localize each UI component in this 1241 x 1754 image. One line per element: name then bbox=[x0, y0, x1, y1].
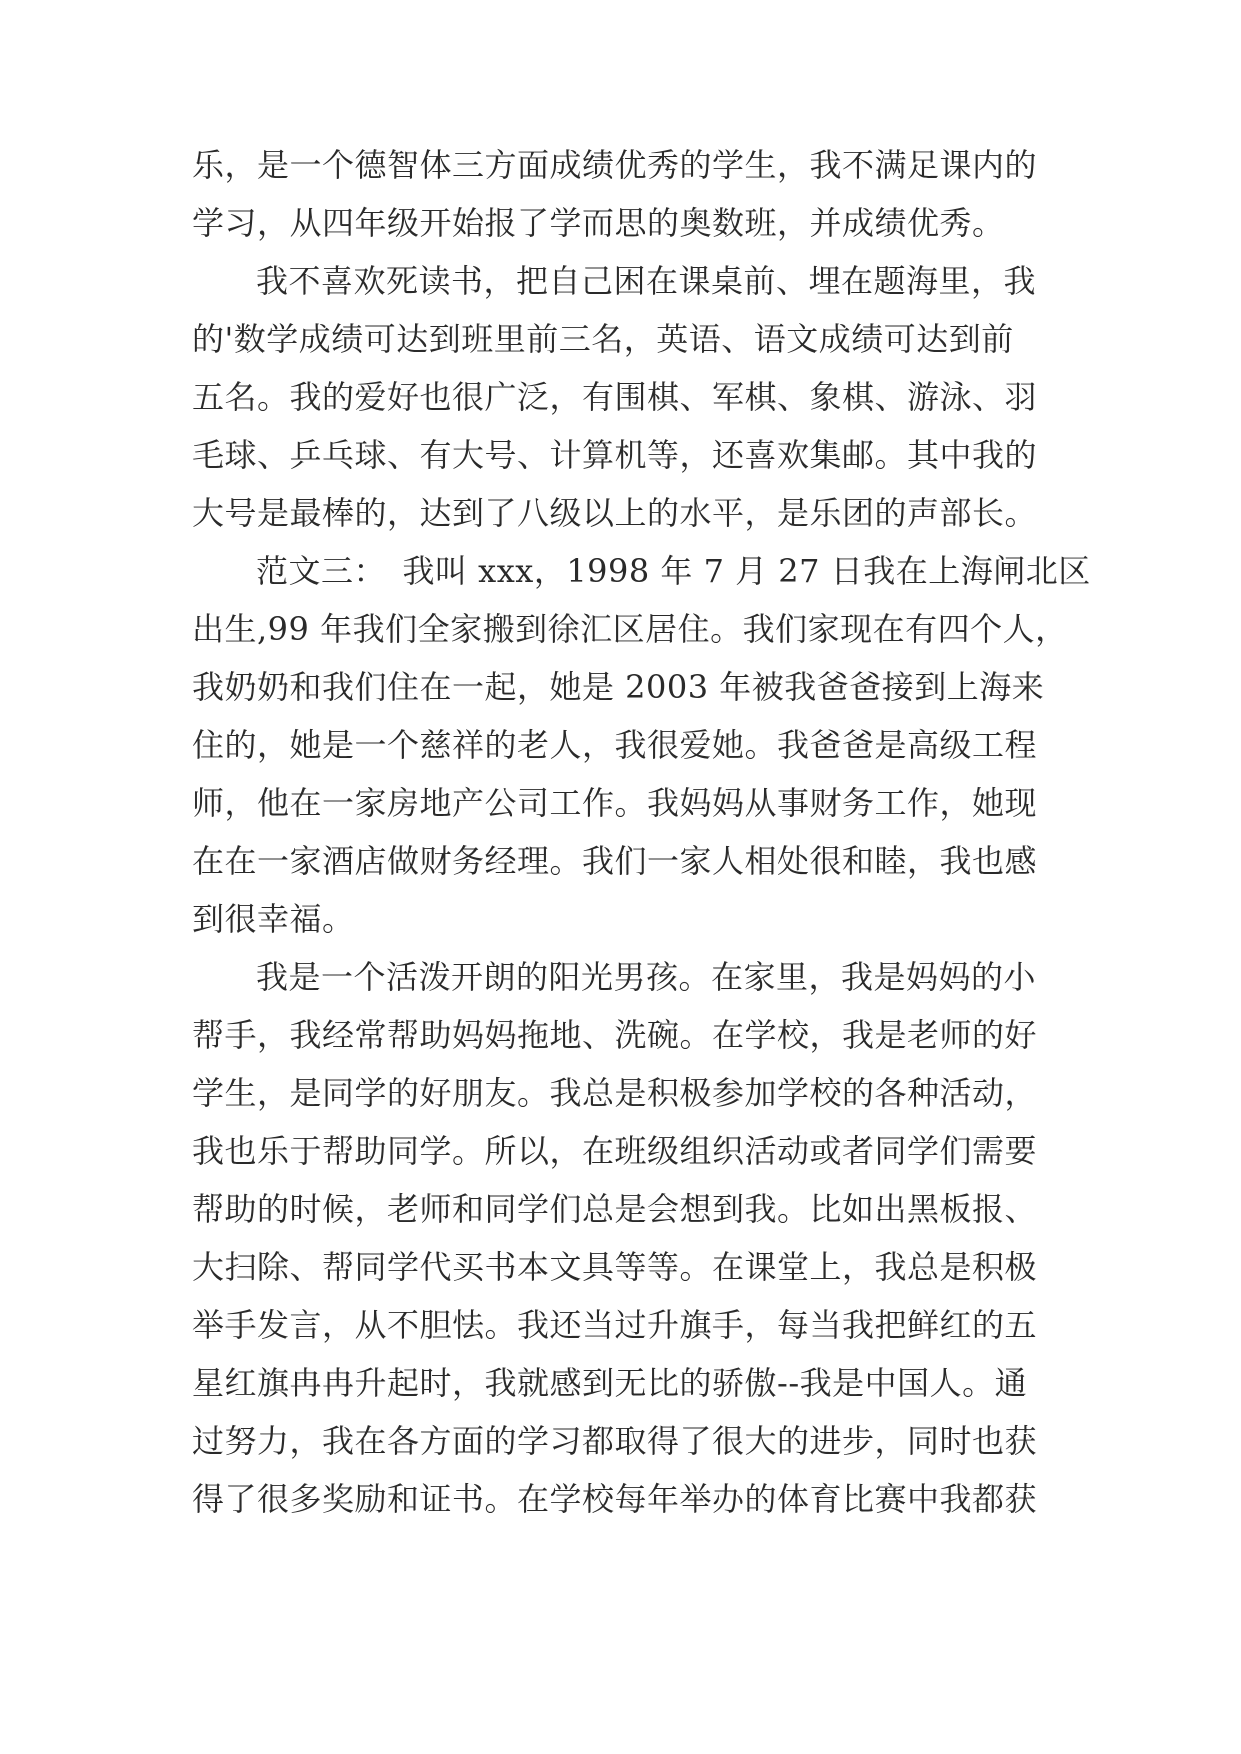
paragraph-first-line: 我是一个活泼开朗的阳光男孩。在家里，我是妈妈的小 bbox=[256, 958, 1037, 996]
text-line: 住的，她是一个慈祥的老人，我很爱她。我爸爸是高级工程 bbox=[192, 726, 1038, 764]
text-line: 的'数学成绩可达到班里前三名，英语、语文成绩可达到前 bbox=[192, 320, 1014, 358]
text-line: 学习，从四年级开始报了学而思的奥数班，并成绩优秀。 bbox=[192, 204, 1005, 242]
text-line: 出生,99 年我们全家搬到徐汇区居住。我们家现在有四个人， bbox=[192, 610, 1068, 648]
text-line: 学生，是同学的好朋友。我总是积极参加学校的各种活动， bbox=[192, 1074, 1038, 1112]
text-line: 我奶奶和我们住在一起，她是 2003 年被我爸爸接到上海来 bbox=[192, 668, 1045, 706]
text-line: 毛球、乒乓球、有大号、计算机等，还喜欢集邮。其中我的 bbox=[192, 436, 1038, 474]
text-line: 大号是最棒的，达到了八级以上的水平，是乐团的声部长。 bbox=[192, 494, 1038, 532]
text-line: 星红旗冉冉升起时，我就感到无比的骄傲--我是中国人。通 bbox=[192, 1364, 1028, 1402]
paragraph-first-line: 范文三： 我叫 xxx，1998 年 7 月 27 日我在上海闸北区 bbox=[256, 552, 1091, 590]
text-line: 五名。我的爱好也很广泛，有围棋、军棋、象棋、游泳、羽 bbox=[192, 378, 1038, 416]
text-line: 在在一家酒店做财务经理。我们一家人相处很和睦，我也感 bbox=[192, 842, 1038, 880]
text-line: 我也乐于帮助同学。所以，在班级组织活动或者同学们需要 bbox=[192, 1132, 1038, 1170]
text-line: 帮助的时候，老师和同学们总是会想到我。比如出黑板报、 bbox=[192, 1190, 1038, 1228]
text-line: 乐，是一个德智体三方面成绩优秀的学生，我不满足课内的 bbox=[192, 146, 1038, 184]
text-line: 师，他在一家房地产公司工作。我妈妈从事财务工作，她现 bbox=[192, 784, 1038, 822]
text-line: 得了很多奖励和证书。在学校每年举办的体育比赛中我都获 bbox=[192, 1480, 1038, 1518]
text-line: 大扫除、帮同学代买书本文具等等。在课堂上，我总是积极 bbox=[192, 1248, 1038, 1286]
text-line: 到很幸福。 bbox=[192, 900, 355, 938]
paragraph-first-line: 我不喜欢死读书，把自己困在课桌前、埋在题海里，我 bbox=[256, 262, 1037, 300]
text-line: 过努力，我在各方面的学习都取得了很大的进步，同时也获 bbox=[192, 1422, 1038, 1460]
text-line: 帮手，我经常帮助妈妈拖地、洗碗。在学校，我是老师的好 bbox=[192, 1016, 1038, 1054]
text-line: 举手发言，从不胆怯。我还当过升旗手，每当我把鲜红的五 bbox=[192, 1306, 1038, 1344]
